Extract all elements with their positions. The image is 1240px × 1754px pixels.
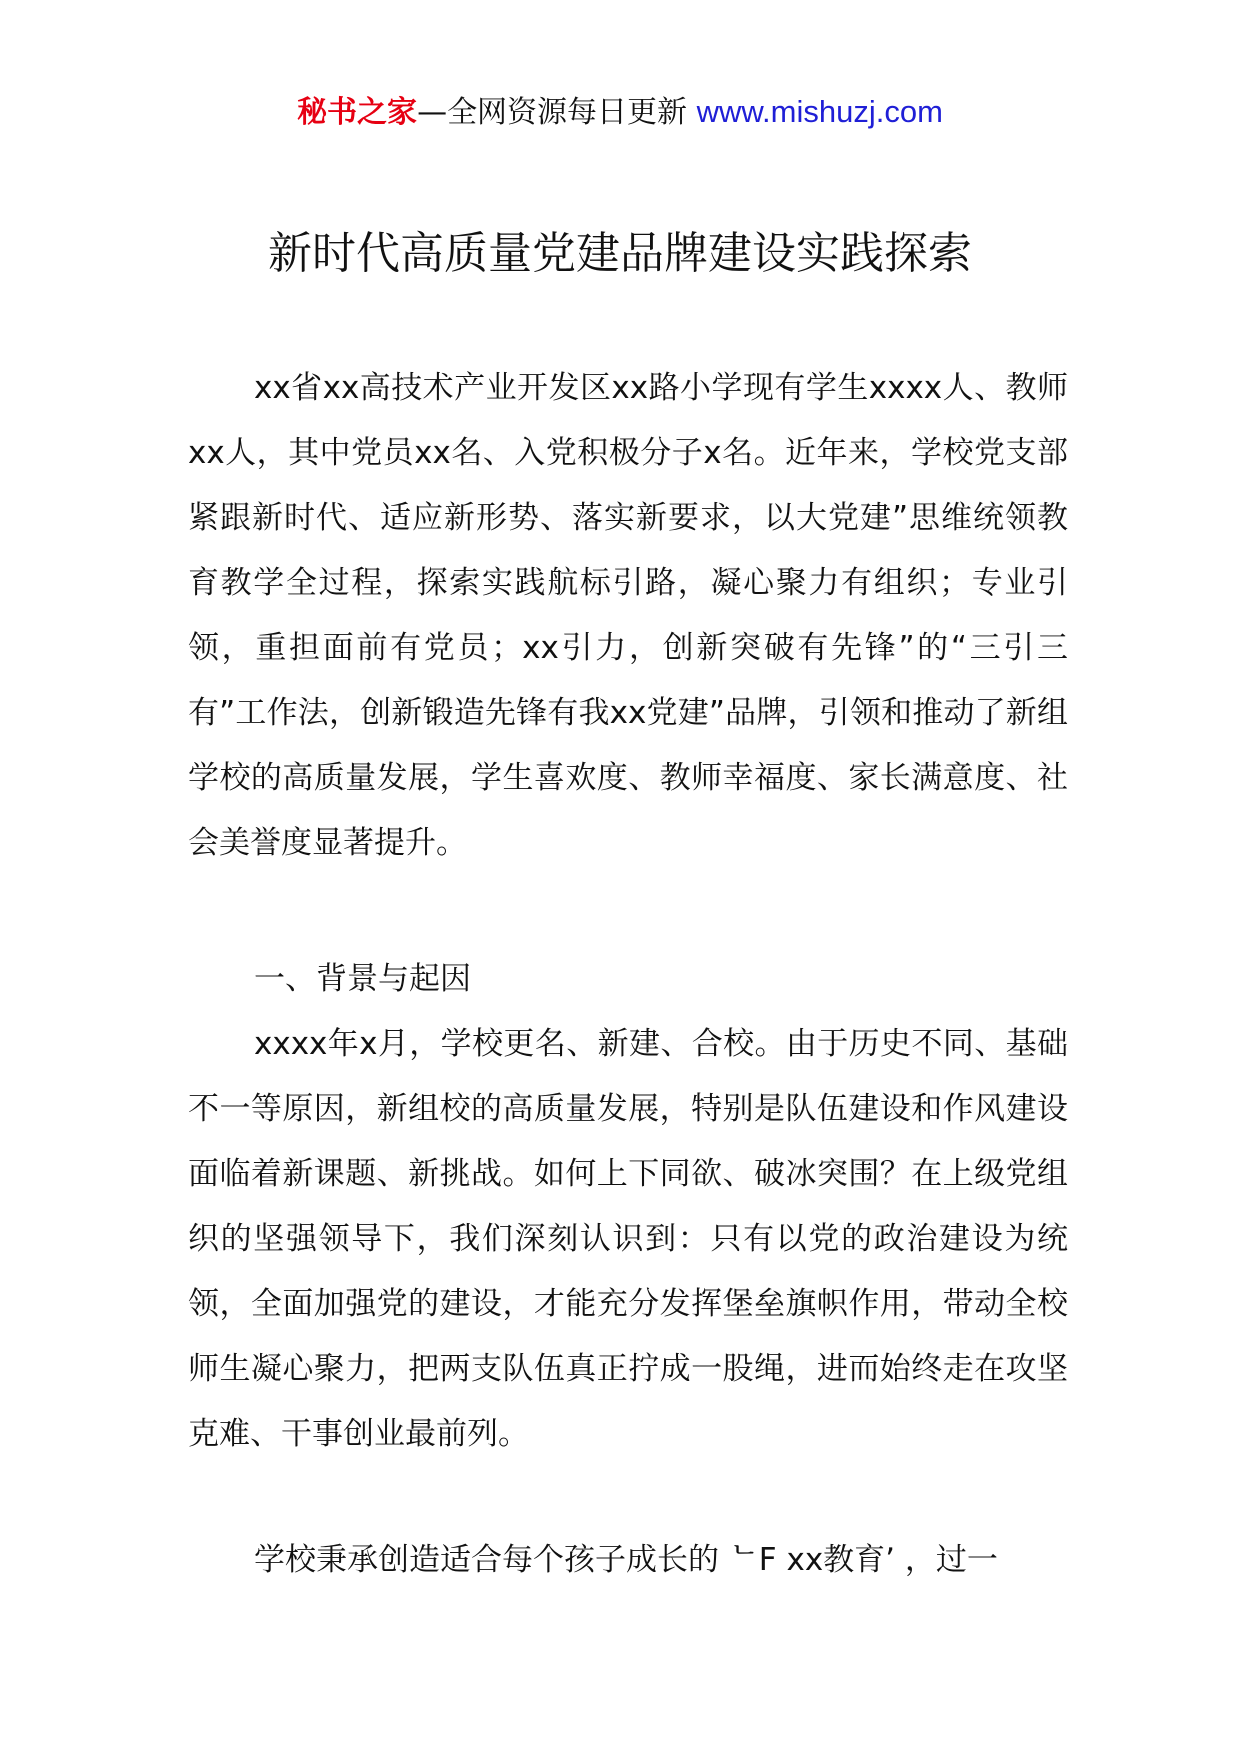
site-url[interactable]: www.mishuzj.com (696, 94, 943, 129)
site-header (0, 92, 1240, 133)
paragraph-background: xxxx年x月，学校更名、新建、合校。由于历史不同、基础不一等原因，新组校的高质量发展，特别是队伍建设和作风建设面临着新课题、新挑战。如何上下同欲、破冰突围？在上级党组织的坚强领导下，我们深刻认识到：只有以党的政治建设为统领，全面加强党的建设，才能充分发挥堡垒旗帜作用，带动全校师生凝心聚力，把两支队伍真正拧成一股绳，进而始终走在攻坚克难、干事创业最前列。 (188, 1026, 1068, 1452)
section-heading-background: 一、背景与起因 (254, 961, 471, 997)
paragraph-intro: xx省xx高技术产业开发区xx路小学现有学生xxxx人、教师xx人，其中党员xx名、入党积极分子x名。近年来，学校党支部紧跟新时代、适应新形势、落实新要求，以大党建”思维统领教育教学全过程，探索实践航标引路，凝心聚力有组织；专业引领，重担面前有党员；xx引力，创新突破有先锋”的“三引三有”工作法，创新锻造先锋有我xx党建”品牌，引领和推动了新组学校的高质量发展，学生喜欢度、教师幸福度、家长满意度、社会美誉度显著提升。 (188, 370, 1068, 861)
section-heading-block (188, 947, 1068, 1012)
document-title: 新时代高质量党建品牌建设实践探索 (268, 228, 972, 279)
paragraph-background-block (188, 1012, 1068, 1467)
site-brand: 秘书之家 (297, 95, 418, 130)
paragraph-school: 学校秉承创造适合每个孩子成长的 ᄂF xx教育’ ，过一 (254, 1542, 998, 1578)
paragraph-intro-block (188, 356, 1068, 876)
paragraph-school-block (188, 1528, 1068, 1593)
site-slogan: —全网资源每日更新 (417, 95, 697, 130)
